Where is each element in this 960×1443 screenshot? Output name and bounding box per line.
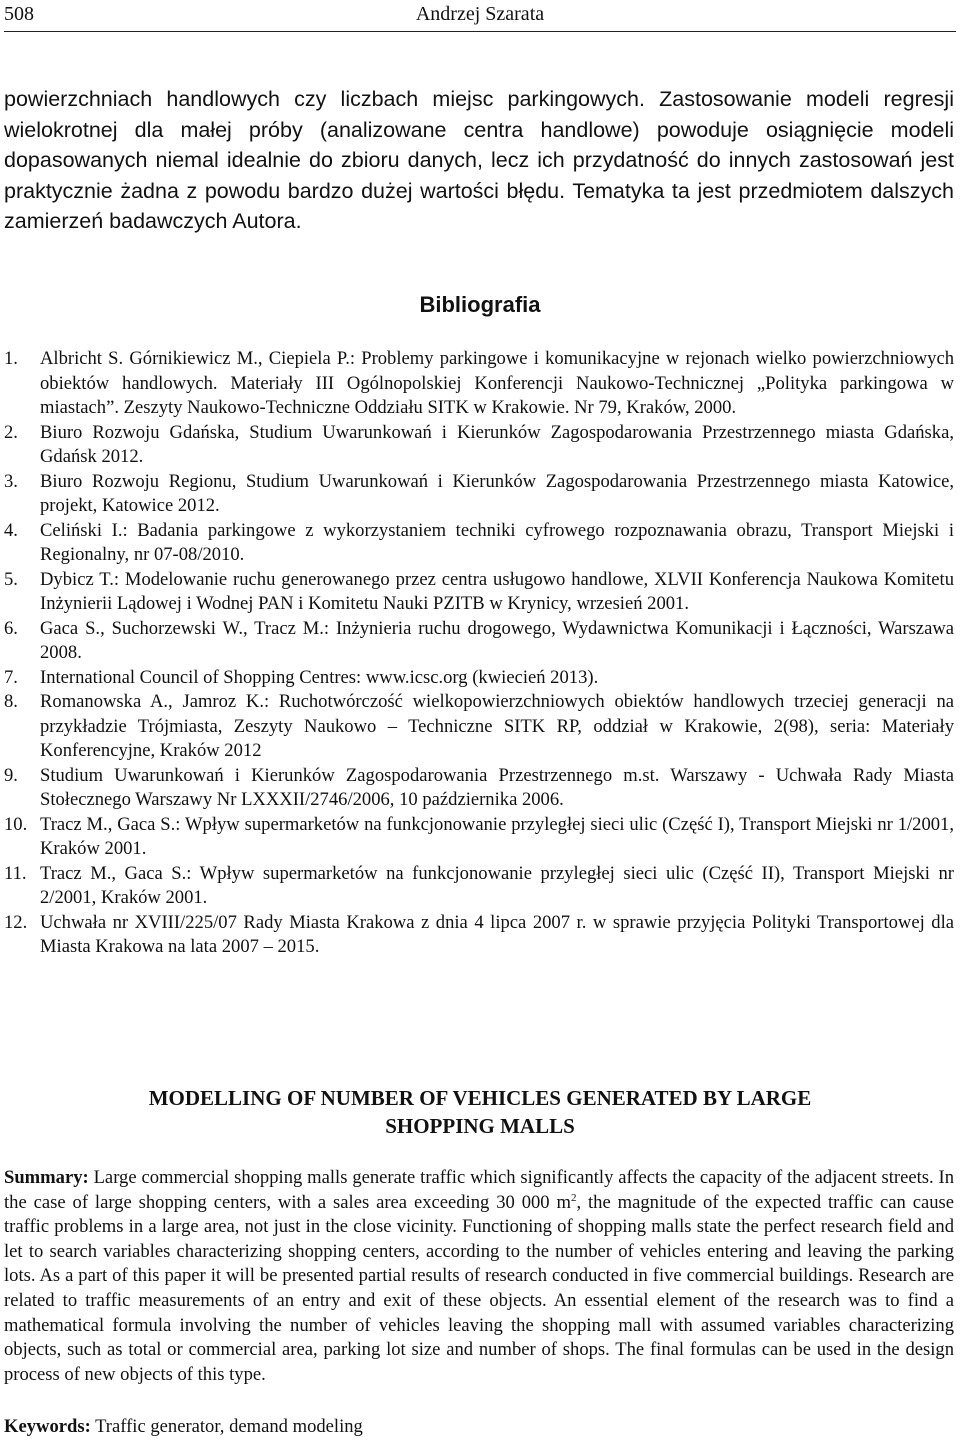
bibliography-list (4, 347, 954, 960)
bibliography-item-number: 6. (4, 617, 18, 639)
bibliography-item-number: 2. (4, 421, 18, 443)
bibliography-item (4, 862, 954, 911)
summary-paragraph (4, 1166, 954, 1387)
bibliography-item-text: : Modelowanie ruchu generowanego przez centra usługowo handlowe, XLVII Konferencja Naukowa Komitetu Inżynierii Lądowej i Wodnej PAN i Komitetu Nauki PZITB w Krynicy, wrzesień 2001. (40, 568, 954, 614)
bibliography-item-text: Biuro Rozwoju Regionu, Studium Uwarunkowań i Kierunków Zagospodarowania Przestrzennego miasta Katowice, projekt, Katowice 2012. (40, 470, 954, 516)
bibliography-item-authors: Albricht S. Górnikiewicz M., Ciepiela P. (40, 348, 350, 369)
bibliography-item-text: : Badania parkingowe z wykorzystaniem techniki cyfrowego rozpoznawania obrazu, Transport Miejski i Regionalny, nr 07-08/2010. (40, 519, 954, 565)
bibliography-item-text: Studium Uwarunkowań i Kierunków Zagospodarowania Przestrzennego m.st. Warszawy - Uchwała Rady Miasta Stołecznego Warszawy Nr LXXXII/2746/2006, 10 października 2006. (40, 764, 954, 810)
bibliography-item-number: 11. (4, 862, 27, 884)
bibliography-item-authors: Dybicz T. (40, 568, 114, 590)
bibliography-item-number: 8. (4, 691, 18, 712)
bibliography-item-number: 1. (4, 348, 18, 369)
bibliography-heading: Bibliografia (419, 292, 541, 317)
bibliography-item-authors: Tracz M., Gaca S. (40, 813, 176, 835)
bibliography-item-text: International Council of Shopping Centres: www.icsc.org (kwiecień 2013). (40, 666, 599, 688)
bibliography-item-number: 5. (4, 568, 18, 590)
bibliography-item (4, 568, 954, 617)
bibliography-item (4, 519, 954, 568)
bibliography-item-text: : Wpływ supermarketów na funkcjonowanie przyległej sieci ulic (Część I), Transport Miejski nr 1/2001, Kraków 2001. (40, 813, 955, 859)
bibliography-item-authors: Tracz M., Gaca S. (40, 862, 187, 884)
bibliography-item (4, 617, 954, 666)
bibliography-item-authors: Celiński I. (40, 519, 123, 541)
bibliography-item-text: Biuro Rozwoju Gdańska, Studium Uwarunkowań i Kierunków Zagospodarowania Przestrzennego miasta Gdańska, Gdańsk 2012. (40, 421, 954, 467)
bibliography-item-text: Uchwała nr XVIII/225/07 Rady Miasta Krakowa z dnia 4 lipca 2007 r. w sprawie przyjęcia Polityki Transportowej dla Miasta Krakowa na lata 2007 – 2015. (40, 911, 954, 957)
running-header-author: Andrzej Szarata (415, 3, 545, 25)
bibliography-item (4, 421, 954, 470)
english-title (0, 1084, 960, 1140)
intro-paragraph: powierzchniach handlowych czy liczbach miejsc parkingowych. Zastosowanie modeli regresji wielokrotnej dla małej próby (analizowane centra handlowe) powoduje osiągnięcie modeli dopasowanych niemal idealnie do zbioru danych, lecz ich przydatność do innych zastosowań jest praktycznie żadna z powodu bardzo dużej wartości błędu. Tematyka ta jest przedmiotem dalszych zamierzeń badawczych Autora. (4, 87, 954, 233)
bibliography-item-authors: Romanowska A., Jamroz K. (40, 691, 264, 712)
bibliography-item (4, 470, 954, 519)
bibliography-item-number: 9. (4, 764, 18, 786)
bibliography-item (4, 911, 954, 960)
keywords-text: Traffic generator, demand modeling (90, 1416, 363, 1437)
summary-text-continued: , the magnitude of the expected traffic can cause traffic problems in a large area, not just in the close vicinity. Functioning of shopping malls state the perfect research field and let to search variables characterizing shopping centers, according to the number of vehicles entering and leaving the parking lots. As a part of this paper it will be presented partial results of research conducted in five commercial buildings. Research are related to traffic measurements of an entry and exit of these objects. An essential element of the research was to find a mathematical formula involving the number of vehicles leaving the shopping mall with assumed variables characterizing objects, such as total or commercial area, parking lot size and number of shops. The final formulas can be used in the design process of new objects of this type. (4, 1191, 954, 1385)
bibliography-item (4, 764, 954, 813)
running-header (4, 0, 956, 28)
bibliography-item-text: : Inżynieria ruchu drogowego, Wydawnictwa Komunikacji i Łączności, Warszawa 2008. (40, 617, 954, 663)
bibliography-item (4, 347, 954, 421)
bibliography-item (4, 666, 954, 691)
bibliography-item-authors: Gaca S., Suchorzewski W., Tracz M. (40, 617, 324, 639)
bibliography-item (4, 813, 954, 862)
header-rule (4, 31, 956, 32)
bibliography-item-text: : Ruchotwórczość wielkopowierzchniowych obiektów handlowych trzeciej generacji na przykładzie Trójmiasta, Zeszyty Naukowo – Techniczne SITK RP, oddział w Krakowie, 2(98), seria: Materiały Konferencyjne, Kraków 2012 (40, 691, 954, 761)
bibliography-item-number: 7. (4, 666, 18, 688)
keywords-line (4, 1415, 954, 1440)
bibliography-item-number: 3. (4, 470, 18, 492)
summary-superscript: 2 (570, 1191, 577, 1204)
bibliography-item-text: : Problemy parkingowe i komunikacyjne w rejonach wielko powierzchniowych obiektów handlowych. Materiały III Ogólnopolskiej Konferencji Naukowo-Technicznej „Polityka parkingowa w miastach”. Zeszyty Naukowo-Techniczne Oddziału SITK w Krakowie. Nr 79, Kraków, 2000. (40, 348, 954, 418)
english-title-line: SHOPPING MALLS (385, 1114, 575, 1138)
page-number: 508 (4, 3, 34, 25)
bibliography-item-number: 10. (4, 813, 28, 835)
keywords-label: Keywords: (4, 1416, 91, 1437)
english-title-line: MODELLING OF NUMBER OF VEHICLES GENERATED BY LARGE (148, 1086, 812, 1110)
summary-text: Large commercial shopping malls generate traffic which significantly affects the capacity of the adjacent streets. In the case of large shopping centers, with a sales area exceeding 30 000 m (4, 1167, 954, 1213)
bibliography-item-text: : Wpływ supermarketów na funkcjonowanie przyległej sieci ulic (Część II), Transport Miejski nr 2/2001, Kraków 2001. (40, 862, 954, 908)
bibliography-item-number: 4. (4, 519, 18, 541)
bibliography-item-number: 12. (4, 911, 28, 933)
summary-label: Summary: (4, 1167, 89, 1188)
bibliography-item (4, 690, 954, 764)
